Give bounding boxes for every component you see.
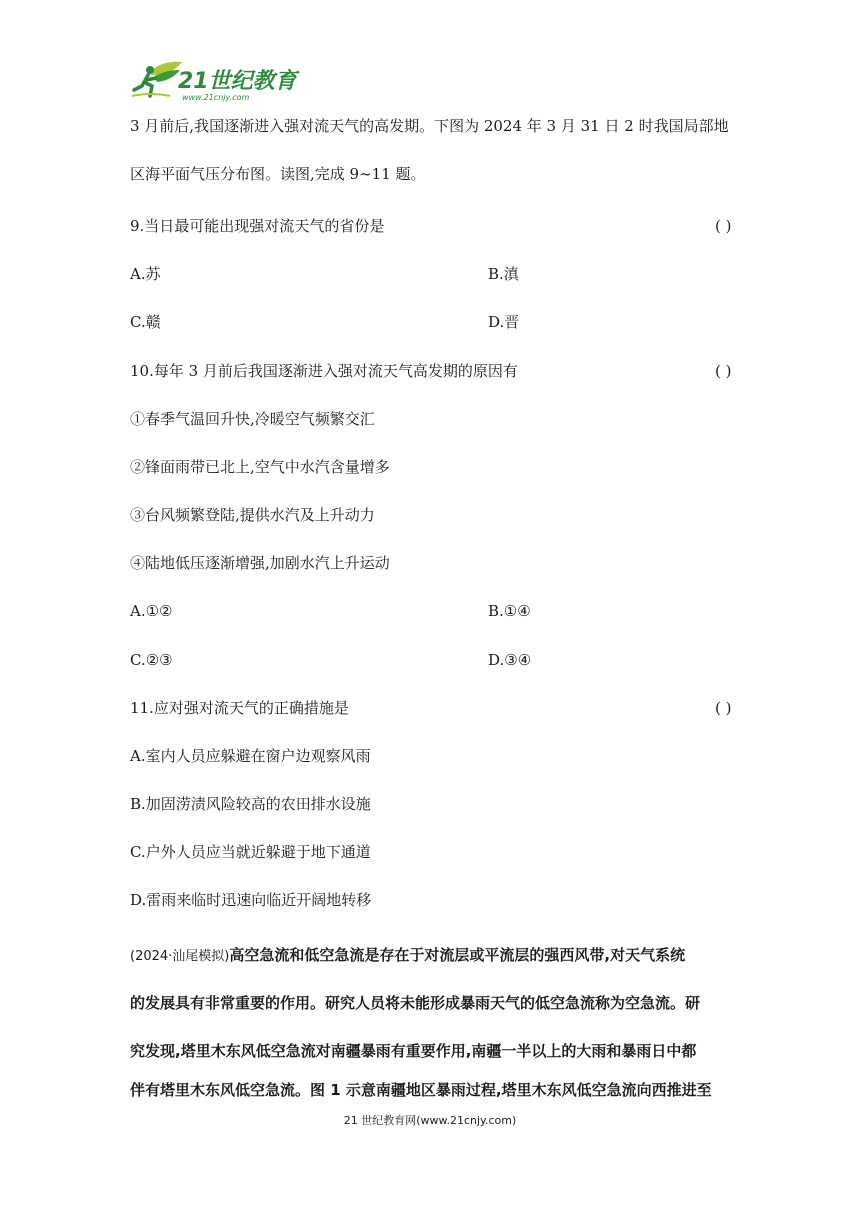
q11-option-b: B.加固涝渍风险较高的农田排水设施	[130, 795, 371, 813]
q10-statement-4: ④陆地低压逐渐增强,加剧水汽上升运动	[130, 554, 390, 572]
q10-answer-paren: ( )	[715, 362, 732, 380]
q11-option-d: D.雷雨来临时迅速向临近开阔地转移	[130, 891, 372, 909]
passage-line-1	[130, 945, 685, 967]
q10-stem: 10.每年 3 月前后我国逐渐进入强对流天气高发期的原因有	[130, 362, 518, 380]
passage-line-4: 伴有塔里木东风低空急流。图 1 示意南疆地区暴雨过程,塔里木东风低空急流向西推进至	[130, 1081, 712, 1099]
q9-option-a: A.苏	[130, 265, 161, 283]
q11-stem: 11.应对强对流天气的正确措施是	[130, 699, 349, 717]
intro-line-1: 3 月前后,我国逐渐进入强对流天气的高发期。下图为 2024 年 3 月 31 日 2 时我国局部地	[130, 117, 729, 135]
page-footer: 21 世纪教育网(www.21cnjy.com)	[343, 1114, 517, 1127]
q10-statement-3: ③台风频繁登陆,提供水汽及上升动力	[130, 506, 375, 524]
passage-source: (2024·汕尾模拟)	[130, 949, 230, 964]
q10-option-c: C.②③	[130, 651, 173, 669]
intro-line-2: 区海平面气压分布图。读图,完成 9~11 题。	[130, 165, 426, 183]
q10-statement-1: ①春季气温回升快,冷暖空气频繁交汇	[130, 410, 375, 428]
q9-answer-paren: ( )	[715, 217, 732, 235]
q9-option-b: B.滇	[488, 265, 519, 283]
q9-option-c: C.赣	[130, 313, 161, 331]
q10-option-a: A.①②	[130, 602, 173, 620]
runner-logo-icon	[130, 56, 305, 104]
q11-answer-paren: ( )	[715, 699, 732, 717]
q9-option-d: D.晋	[488, 313, 520, 331]
q9-stem: 9.当日最可能出现强对流天气的省份是	[130, 217, 385, 235]
logo-url: www.21cnjy.com	[182, 93, 250, 102]
q10-option-d: D.③④	[488, 651, 532, 669]
q10-option-b: B.①④	[488, 602, 531, 620]
passage-line-1-text: 高空急流和低空急流是存在于对流层或平流层的强西风带,对天气系统	[229, 946, 686, 964]
q11-option-a: A.室内人员应躲避在窗户边观察风雨	[130, 747, 371, 765]
passage-line-2: 的发展具有非常重要的作用。研究人员将未能形成暴雨天气的低空急流称为空急流。研	[130, 994, 701, 1012]
q10-statement-2: ②锋面雨带已北上,空气中水汽含量增多	[130, 458, 390, 476]
site-logo	[130, 56, 305, 104]
q11-option-c: C.户外人员应当就近躲避于地下通道	[130, 843, 371, 861]
logo-brand: 21世纪教育	[178, 69, 297, 94]
passage-line-3: 究发现,塔里木东风低空急流对南疆暴雨有重要作用,南疆一半以上的大雨和暴雨日中都	[130, 1042, 697, 1060]
